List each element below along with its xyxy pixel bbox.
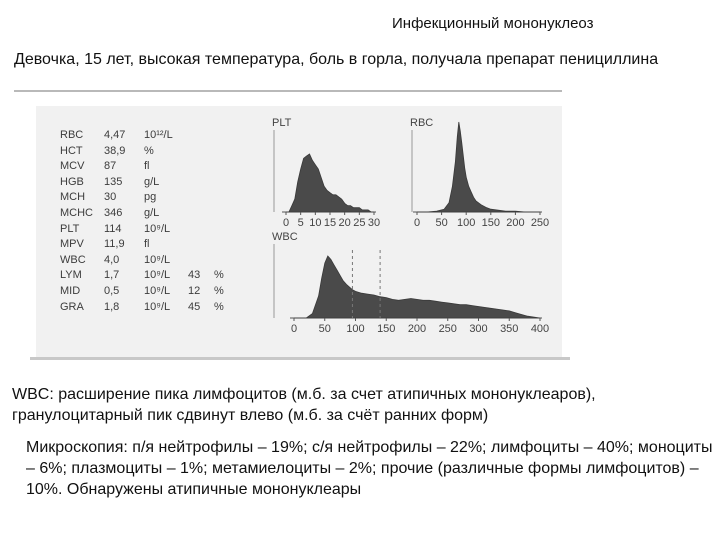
tick-label: 50 [318, 323, 331, 335]
lab-param-value: 1,7 [104, 269, 120, 282]
histogram-rbc [410, 117, 549, 229]
lab-param-name: MCHC [60, 206, 93, 219]
lab-param-unit: g/L [144, 175, 160, 188]
lab-param-name: GRA [60, 300, 84, 313]
tick-label: 10 [309, 217, 322, 229]
wbc-interpretation: WBC: расширение пика лимфоцитов (м.б. за счет атипичных мононуклеаров), гранулоцитарный пик сдвинут влево (м.б. за счёт ранних форм) [12, 386, 596, 424]
case-description: Девочка, 15 лет, высокая температура, боль в горла, получала препарат пенициллина [14, 51, 659, 68]
lab-param-unit: fl [144, 160, 150, 173]
lab-param-percent: 45 [188, 300, 201, 313]
tick-label: 15 [323, 217, 337, 229]
lab-param-value: 135 [104, 175, 123, 188]
histogram-plt [272, 117, 380, 229]
histogram-title: WBC [272, 231, 298, 243]
lab-param-percent-unit: % [214, 300, 224, 313]
histogram-title: PLT [272, 117, 292, 129]
lab-param-value: 11,9 [104, 238, 125, 251]
tick-label: 150 [481, 217, 500, 229]
lab-param-unit: 10⁹/L [144, 284, 171, 297]
lab-param-unit: 10⁹/L [144, 253, 171, 266]
tick-label: 50 [435, 217, 448, 229]
tick-label: 200 [407, 323, 427, 335]
histogram-wbc [272, 231, 549, 335]
histogram-area [294, 256, 540, 318]
lab-param-unit: 10⁹/L [144, 222, 171, 235]
lab-param-unit: g/L [144, 206, 160, 219]
lab-param-value: 4,47 [104, 129, 126, 141]
microscopy-findings: Микроскопия: п/я нейтрофилы – 19%; с/я нейтрофилы – 22%; лимфоциты – 40%; моноциты – 6%; плазмоциты – 1%; метамиелоциты – 2%; прочие (различные формы лимфоцитов) – 10%. Обнаружены атипичные мононуклеары [26, 439, 713, 498]
tick-label: 300 [469, 323, 488, 335]
lab-param-value: 87 [104, 160, 117, 173]
lab-param-name: MCV [60, 160, 85, 173]
lab-param-name: PLT [60, 222, 80, 235]
lab-param-value: 1,8 [104, 300, 120, 313]
lab-param-unit: 10⁹/L [144, 269, 171, 282]
tick-label: 25 [353, 217, 366, 229]
histogram-area [417, 122, 540, 212]
lab-param-value: 4,0 [104, 253, 120, 266]
tick-label: 100 [346, 323, 365, 335]
tick-label: 250 [530, 217, 550, 229]
tick-label: 5 [297, 217, 304, 229]
lab-param-name: RBC [60, 129, 84, 141]
lab-param-name: LYM [60, 269, 82, 282]
lab-param-name: HGB [60, 175, 84, 188]
tick-label: 30 [367, 217, 381, 229]
lab-param-name: MCH [60, 191, 86, 204]
tick-label: 20 [338, 217, 351, 229]
lab-param-name: MID [60, 284, 81, 297]
tick-label: 400 [530, 323, 550, 335]
tick-label: 0 [413, 217, 421, 229]
lab-param-percent-unit: % [214, 284, 224, 297]
lab-param-percent: 12 [188, 284, 201, 297]
lab-param-unit: % [144, 144, 154, 157]
lab-param-value: 38,9 [104, 144, 126, 157]
histogram-area [286, 154, 374, 212]
lab-param-percent-unit: % [214, 269, 224, 282]
histogram-title: RBC [410, 117, 434, 129]
tick-label: 0 [290, 323, 298, 335]
lab-param-name: MPV [60, 238, 84, 251]
lab-param-value: 0,5 [104, 284, 120, 297]
tick-label: 250 [438, 323, 457, 335]
tick-label: 0 [282, 217, 290, 229]
slide-title: Инфекционный мононуклеоз [392, 15, 594, 32]
tick-label: 100 [457, 217, 476, 229]
lab-param-unit: pg [144, 191, 157, 204]
tick-label: 150 [377, 323, 396, 335]
lab-param-name: HCT [60, 144, 83, 157]
tick-label: 200 [506, 217, 525, 229]
lab-param-name: WBC [60, 253, 86, 266]
lab-param-unit: 10⁹/L [144, 300, 171, 313]
lab-param-unit: 10¹²/L [144, 129, 173, 141]
lab-param-value: 346 [104, 206, 123, 219]
lab-param-percent: 43 [188, 269, 201, 282]
lab-param-unit: fl [144, 238, 150, 251]
lab-param-value: 30 [104, 191, 117, 204]
tick-label: 350 [500, 323, 519, 335]
lab-param-value: 114 [104, 222, 122, 235]
